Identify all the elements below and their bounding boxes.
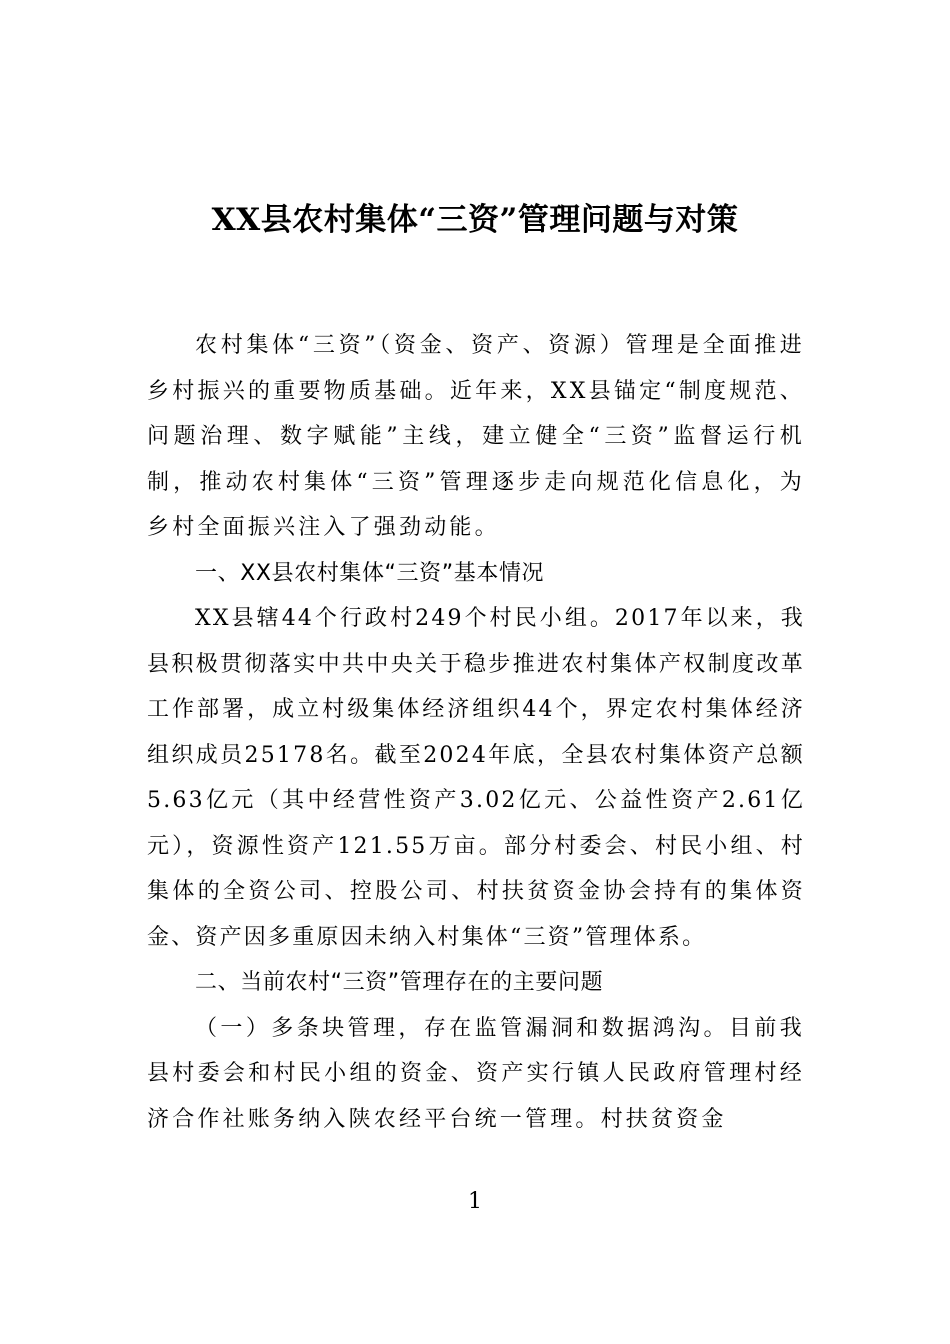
section-heading-2: 二、当前农村“三资”管理存在的主要问题	[195, 970, 604, 995]
subsection-1-paragraph: （一）多条块管理，存在监管漏洞和数据鸿沟。目前我县村委会和村民小组的资金、资产实行镇人民政府管理村经济合作社账务纳入陕农经平台统一管理。村扶贫资金	[147, 1015, 805, 1132]
page-number: 1	[468, 1189, 482, 1214]
section-heading-1: 一、XX县农村集体“三资”基本情况	[195, 560, 545, 586]
document-body	[147, 323, 805, 1142]
intro-paragraph: 农村集体“三资”（资金、资产、资源）管理是全面推进乡村振兴的重要物质基础。近年来，XX县锚定“制度规范、问题治理、数字赋能”主线，建立健全“三资”监督运行机制，推动农村集体“三资”管理逐步走向规范化信息化，为乡村全面振兴注入了强劲动能。	[147, 333, 805, 540]
section-1-paragraph: XX县辖44个行政村249个村民小组。2017年以来，我县积极贯彻落实中共中央关于稳步推进农村集体产权制度改革工作部署，成立村级集体经济组织44个，界定农村集体经济组织成员25178名。截至2024年底，全县农村集体资产总额5.63亿元（其中经营性资产3.02亿元、公益性资产2.61亿元），资源性资产121.55万亩。部分村委会、村民小组、村集体的全资公司、控股公司、村扶贫资金协会持有的集体资金、资产因多重原因未纳入村集体“三资”管理体系。	[147, 606, 805, 950]
document-title: XX县农村集体“三资”管理问题与对策	[211, 202, 739, 238]
